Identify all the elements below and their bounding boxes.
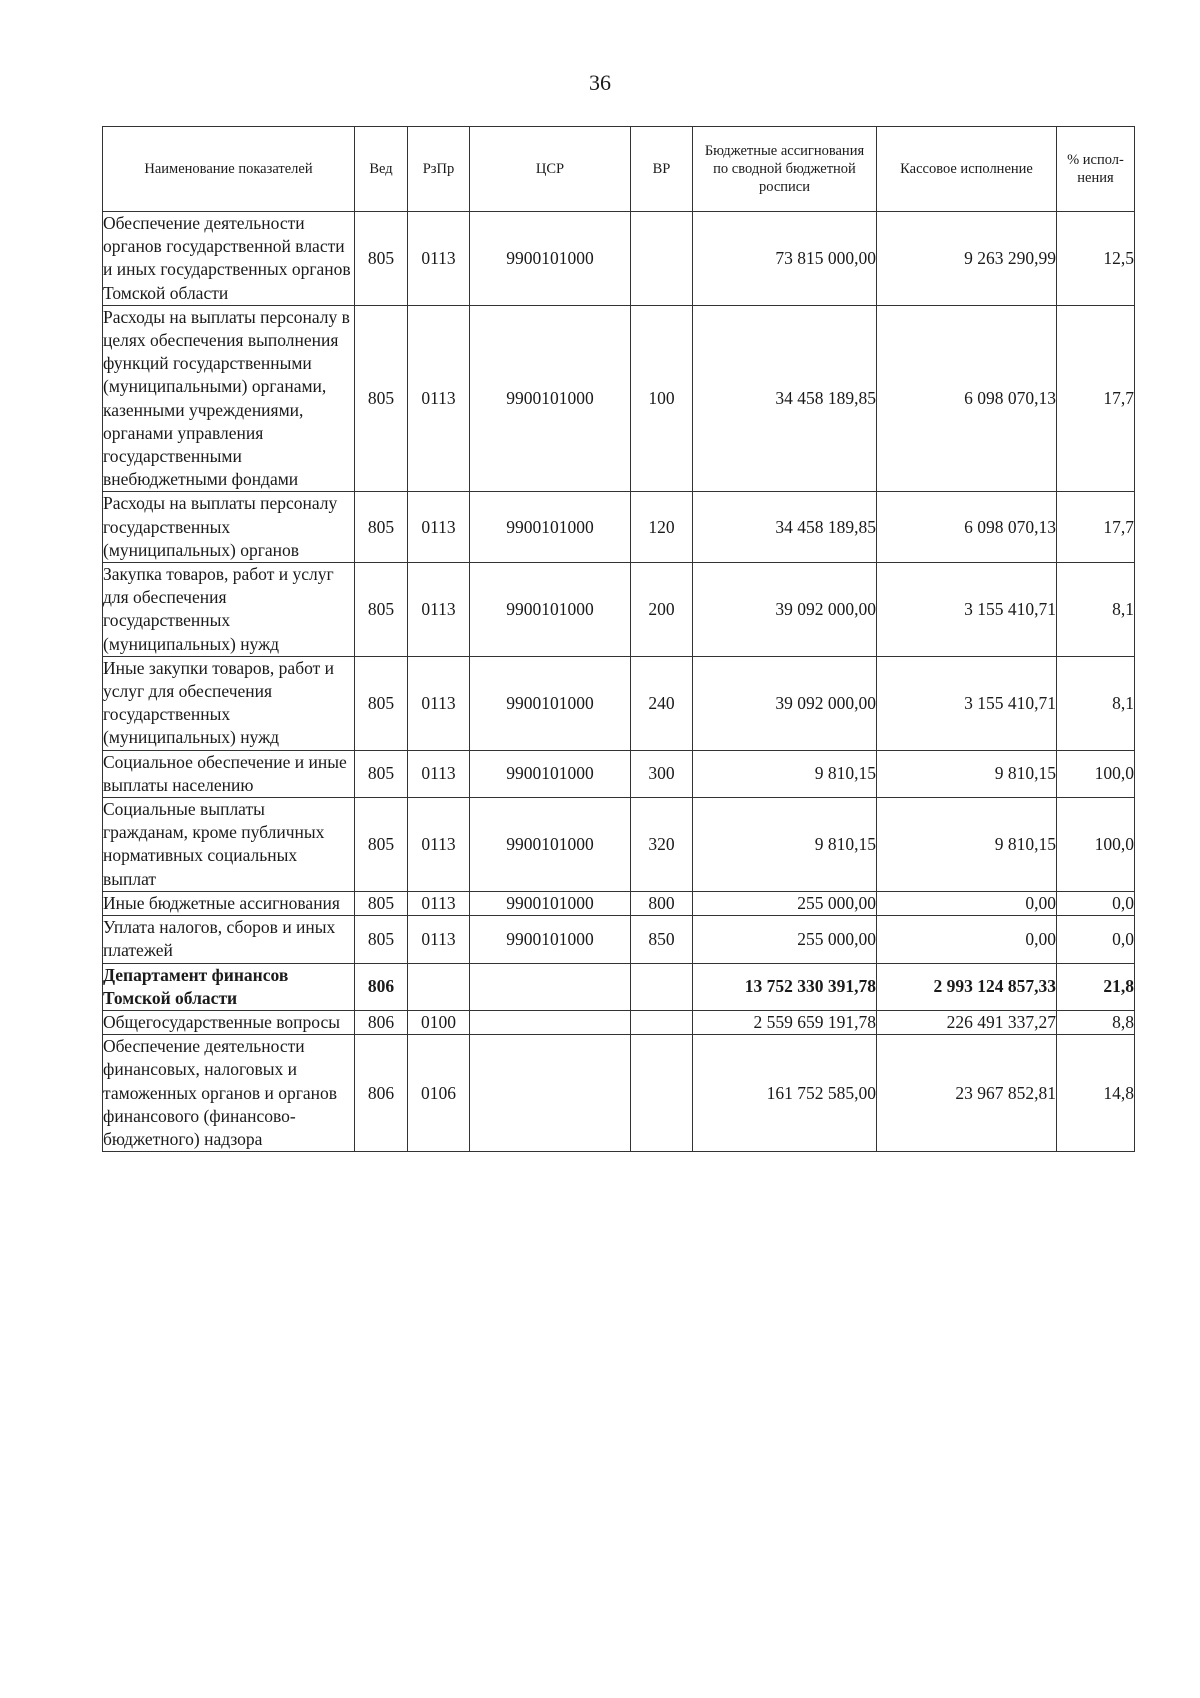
cell-vr: 800 [631,891,693,915]
budget-execution-table [102,126,1135,1152]
cell-ved: 806 [355,1010,408,1034]
cell-percent: 17,7 [1057,305,1135,492]
cell-cash: 226 491 337,27 [877,1010,1057,1034]
header-cash: Кассовое исполнение [877,127,1057,212]
cell-budget: 9 810,15 [693,750,877,797]
cell-rzpr [408,963,470,1010]
cell-name: Обеспечение деятельности органов государственной власти и иных государственных органов Томской области [103,212,355,306]
cell-cash: 3 155 410,71 [877,656,1057,750]
cell-ved: 805 [355,563,408,657]
cell-vr: 100 [631,305,693,492]
cell-rzpr: 0113 [408,305,470,492]
cell-percent: 0,0 [1057,916,1135,963]
cell-ved: 805 [355,656,408,750]
cell-budget: 255 000,00 [693,916,877,963]
cell-cash: 23 967 852,81 [877,1035,1057,1152]
cell-ved: 805 [355,212,408,306]
header-percent: % испол-нения [1057,127,1135,212]
header-name: Наименование показателей [103,127,355,212]
cell-csr: 9900101000 [470,563,631,657]
cell-budget: 2 559 659 191,78 [693,1010,877,1034]
cell-budget: 39 092 000,00 [693,563,877,657]
cell-vr [631,212,693,306]
cell-csr: 9900101000 [470,212,631,306]
cell-percent: 8,1 [1057,656,1135,750]
cell-ved: 806 [355,963,408,1010]
cell-cash: 9 810,15 [877,750,1057,797]
cell-budget: 39 092 000,00 [693,656,877,750]
cell-csr: 9900101000 [470,750,631,797]
cell-ved: 806 [355,1035,408,1152]
table-row [103,305,1135,492]
cell-ved: 805 [355,492,408,563]
cell-percent: 14,8 [1057,1035,1135,1152]
cell-ved: 805 [355,305,408,492]
cell-csr: 9900101000 [470,891,631,915]
cell-budget: 9 810,15 [693,798,877,892]
cell-name: Расходы на выплаты персоналу государственных (муниципальных) органов [103,492,355,563]
cell-ved: 805 [355,750,408,797]
cell-name: Иные закупки товаров, работ и услуг для обеспечения государственных (муниципальных) нужд [103,656,355,750]
cell-rzpr: 0113 [408,656,470,750]
table-row [103,492,1135,563]
cell-name: Уплата налогов, сборов и иных платежей [103,916,355,963]
cell-name: Обеспечение деятельности финансовых, налоговых и таможенных органов и органов финансового (финансово-бюджетного) надзора [103,1035,355,1152]
header-ved: Вед [355,127,408,212]
cell-ved: 805 [355,916,408,963]
cell-csr: 9900101000 [470,656,631,750]
cell-budget: 34 458 189,85 [693,305,877,492]
cell-ved: 805 [355,798,408,892]
cell-ved: 805 [355,891,408,915]
cell-budget: 161 752 585,00 [693,1035,877,1152]
cell-rzpr: 0113 [408,916,470,963]
cell-percent: 100,0 [1057,750,1135,797]
header-csr: ЦСР [470,127,631,212]
cell-cash: 0,00 [877,891,1057,915]
cell-vr: 200 [631,563,693,657]
cell-name: Иные бюджетные ассигнования [103,891,355,915]
cell-rzpr: 0100 [408,1010,470,1034]
cell-name: Закупка товаров, работ и услуг для обеспечения государственных (муниципальных) нужд [103,563,355,657]
cell-rzpr: 0113 [408,750,470,797]
cell-name: Социальное обеспечение и иные выплаты населению [103,750,355,797]
cell-cash: 9 263 290,99 [877,212,1057,306]
table-row [103,656,1135,750]
cell-csr [470,963,631,1010]
cell-percent: 100,0 [1057,798,1135,892]
cell-rzpr: 0106 [408,1035,470,1152]
header-rzpr: РзПр [408,127,470,212]
cell-budget: 255 000,00 [693,891,877,915]
cell-rzpr: 0113 [408,212,470,306]
cell-cash: 9 810,15 [877,798,1057,892]
cell-vr: 850 [631,916,693,963]
cell-percent: 17,7 [1057,492,1135,563]
cell-vr: 320 [631,798,693,892]
table-row [103,916,1135,963]
cell-budget: 13 752 330 391,78 [693,963,877,1010]
cell-percent: 12,5 [1057,212,1135,306]
cell-csr [470,1035,631,1152]
cell-cash: 6 098 070,13 [877,492,1057,563]
cell-name: Общегосударственные вопросы [103,1010,355,1034]
table-row [103,1035,1135,1152]
cell-vr: 240 [631,656,693,750]
cell-budget: 73 815 000,00 [693,212,877,306]
cell-cash: 6 098 070,13 [877,305,1057,492]
table-row [103,212,1135,306]
cell-csr: 9900101000 [470,492,631,563]
table-row-department-total [103,963,1135,1010]
cell-cash: 0,00 [877,916,1057,963]
cell-percent: 0,0 [1057,891,1135,915]
cell-cash: 3 155 410,71 [877,563,1057,657]
cell-cash: 2 993 124 857,33 [877,963,1057,1010]
cell-name: Социальные выплаты гражданам, кроме публичных нормативных социальных выплат [103,798,355,892]
cell-vr: 120 [631,492,693,563]
cell-rzpr: 0113 [408,563,470,657]
cell-rzpr: 0113 [408,891,470,915]
table-row [103,750,1135,797]
cell-percent: 8,1 [1057,563,1135,657]
cell-name: Департамент финансов Томской области [103,963,355,1010]
cell-name: Расходы на выплаты персоналу в целях обеспечения выполнения функций государственными (муниципальными) органами, казенными учреждениями, органами управления государственными внебюджетными фондами [103,305,355,492]
cell-csr: 9900101000 [470,305,631,492]
cell-csr [470,1010,631,1034]
table-header [103,127,1135,212]
cell-csr: 9900101000 [470,916,631,963]
cell-vr [631,1010,693,1034]
cell-vr [631,963,693,1010]
cell-rzpr: 0113 [408,492,470,563]
page-number: 36 [589,70,611,95]
table-row [103,798,1135,892]
cell-vr [631,1035,693,1152]
cell-percent: 21,8 [1057,963,1135,1010]
cell-vr: 300 [631,750,693,797]
table-row [103,563,1135,657]
cell-budget: 34 458 189,85 [693,492,877,563]
cell-csr: 9900101000 [470,798,631,892]
table-body [103,212,1135,1152]
table-row [103,891,1135,915]
header-row [103,127,1135,212]
header-budget: Бюджетные ассигнования по сводной бюджетной росписи [693,127,877,212]
cell-rzpr: 0113 [408,798,470,892]
cell-percent: 8,8 [1057,1010,1135,1034]
table-row [103,1010,1135,1034]
header-vr: ВР [631,127,693,212]
